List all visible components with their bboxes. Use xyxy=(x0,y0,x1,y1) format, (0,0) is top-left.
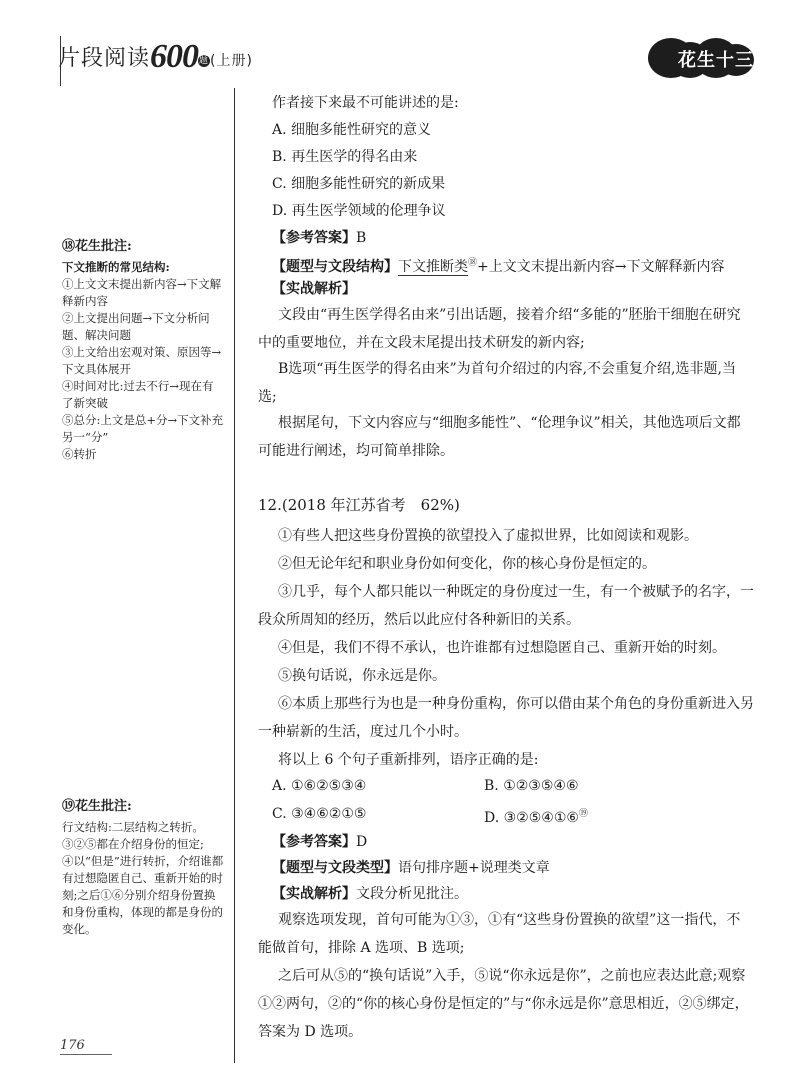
title-suffix: (上册) xyxy=(210,53,253,69)
q11-option-d: D. 再生医学领域的伦理争议 xyxy=(272,203,446,219)
q11-analysis-para-3: 根据尾句，下文内容应与“细胞多能性”、“伦理争议”相关，其他选项后文都可能进行阐述，均可简单排除。 xyxy=(258,415,741,459)
q12-sentence-4: ④但是，我们不得不承认，也许谁都有过想隐匿自己、重新开始的时刻。 xyxy=(278,640,726,656)
page-number: 176 xyxy=(60,1038,85,1053)
q12-sentence-3: ③几乎，每个人都只能以一种既定的身份度过一生，有一个被赋予的名字，一段众所周知的经历，然后以此应付各种新旧的关系。 xyxy=(258,584,754,628)
q12-answer xyxy=(272,832,367,852)
page-header xyxy=(0,0,800,90)
answer-value: D xyxy=(356,834,368,850)
q12-option-b: B. ①②③⑤④⑥ xyxy=(484,778,579,794)
q12-option-d-text: D. ③②⑤④①⑥ xyxy=(484,810,579,826)
q12-header: 12.(2018 年江苏省考 62%) xyxy=(258,496,460,514)
q12-analysis xyxy=(272,884,468,904)
q11-analysis-para-2: B选项“再生医学的得名由来”为首句介绍过的内容,不会重复介绍,选非题,当选; xyxy=(258,361,736,405)
q11-analysis-para-1: 文段由“再生医学得名由来”引出话题，接着介绍“多能的”胚胎干细胞在研究中的重要地位，并在文段末尾提出技术研发的新内容; xyxy=(258,307,741,351)
side-note-18-title: ⑱花生批注: xyxy=(62,239,132,254)
type-sup: ⑱ xyxy=(468,258,478,268)
title-badge: 题 xyxy=(199,56,210,66)
q11-analysis-label: 【实战解析】 xyxy=(272,281,356,297)
q11-prompt: 作者接下来最不可能讲述的是: xyxy=(272,95,459,111)
answer-label: 【参考答案】 xyxy=(272,230,356,246)
q11-option-a: A. 细胞多能性研究的意义 xyxy=(272,122,432,138)
q12-option-d xyxy=(484,804,588,828)
page-number-underline xyxy=(60,1054,112,1055)
logo-text: 花生十三 xyxy=(678,50,754,71)
side-note-18 xyxy=(62,238,224,463)
q12-option-a: A. ①⑥②⑤③④ xyxy=(272,778,367,794)
q11-option-b: B. 再生医学的得名由来 xyxy=(272,149,418,165)
side-note-18-line: ⑥转折 xyxy=(62,447,97,461)
q12-option-d-sup: ⑲ xyxy=(578,809,588,819)
q11-type xyxy=(272,253,724,277)
title-number: 600 xyxy=(150,38,199,75)
side-note-19-title: ⑲花生批注: xyxy=(62,799,132,814)
q12-sentence-1: ①有些人把这些身份置换的欲望投入了虚拟世界，比如阅读和观影。 xyxy=(278,528,698,544)
type-label: 【题型与文段类型】 xyxy=(272,860,398,876)
side-note-18-line: ③上文给出宏观对策、原因等→下文具体展开 xyxy=(62,345,222,376)
side-note-18-subtitle: 下文推断的常见结构: xyxy=(62,260,170,274)
side-note-18-line: ④时间对比:过去不行→现在有了新突破 xyxy=(62,379,214,410)
answer-value: B xyxy=(356,230,367,246)
q12-type xyxy=(272,858,550,878)
side-note-19-line: 行文结构:二层结构之转折。 xyxy=(62,820,204,834)
type-rest: +上文文末提出新内容→下文解释新内容 xyxy=(477,259,725,275)
side-note-19-line: ④以“但是”进行转折，介绍谁都有过想隐匿自己、重新开始的时刻;之后①⑥分别介绍身份置换和身份重构，体现的都是身份的变化。 xyxy=(62,854,224,936)
q12-sentence-2: ②但无论年纪和职业身份如何变化，你的核心身份是恒定的。 xyxy=(278,556,656,572)
type-label: 【题型与文段结构】 xyxy=(272,259,398,275)
analysis-value: 文段分析见批注。 xyxy=(356,886,468,902)
book-title xyxy=(58,38,253,76)
side-note-18-line: ⑤总分:上文是总+分→下文补充另一“分” xyxy=(62,413,224,444)
q12-analysis-para-1: 观察选项发现，首句可能为①③，①有“这些身份置换的欲望”这一指代，不能做首句，排除 A 选项、B 选项; xyxy=(258,912,741,956)
type-underlined: 下文推断类 xyxy=(398,259,468,275)
type-value: 语句排序题+说理类文章 xyxy=(398,860,550,876)
side-note-18-line: ①上文文末提出新内容→下文解释新内容 xyxy=(62,277,222,308)
answer-label: 【参考答案】 xyxy=(272,834,356,850)
q12-analysis-para-2: 之后可从⑤的“换句话说”入手，⑤说“你永远是你”，之前也应表达此意;观察①②两句，②的“你的核心身份是恒定的”与“你永远是你”意思相近，②⑤绑定，答案为 D 选项。 xyxy=(258,968,749,1040)
side-note-19 xyxy=(62,798,224,938)
title-prefix: 片段阅读 xyxy=(58,46,151,71)
q11-option-c: C. 细胞多能性研究的新成果 xyxy=(272,176,446,192)
q11-answer xyxy=(272,228,366,248)
column-divider xyxy=(234,88,235,1063)
q12-sentence-6: ⑥本质上那些行为也是一种身份重构，你可以借由某个角色的身份重新进入另一种崭新的生活，度过几个小时。 xyxy=(258,696,754,740)
brand-logo xyxy=(648,36,758,82)
q12-sentence-5: ⑤换句话说，你永远是你。 xyxy=(278,668,446,684)
side-note-18-line: ②上文提出问题→下文分析问题、解决问题 xyxy=(62,311,210,342)
q12-prompt: 将以上 6 个句子重新排列，语序正确的是: xyxy=(278,752,539,768)
analysis-label: 【实战解析】 xyxy=(272,886,356,902)
q12-option-c: C. ③④⑥②①⑤ xyxy=(272,806,367,822)
side-note-19-line: ③②⑤都在介绍身份的恒定; xyxy=(62,837,204,851)
